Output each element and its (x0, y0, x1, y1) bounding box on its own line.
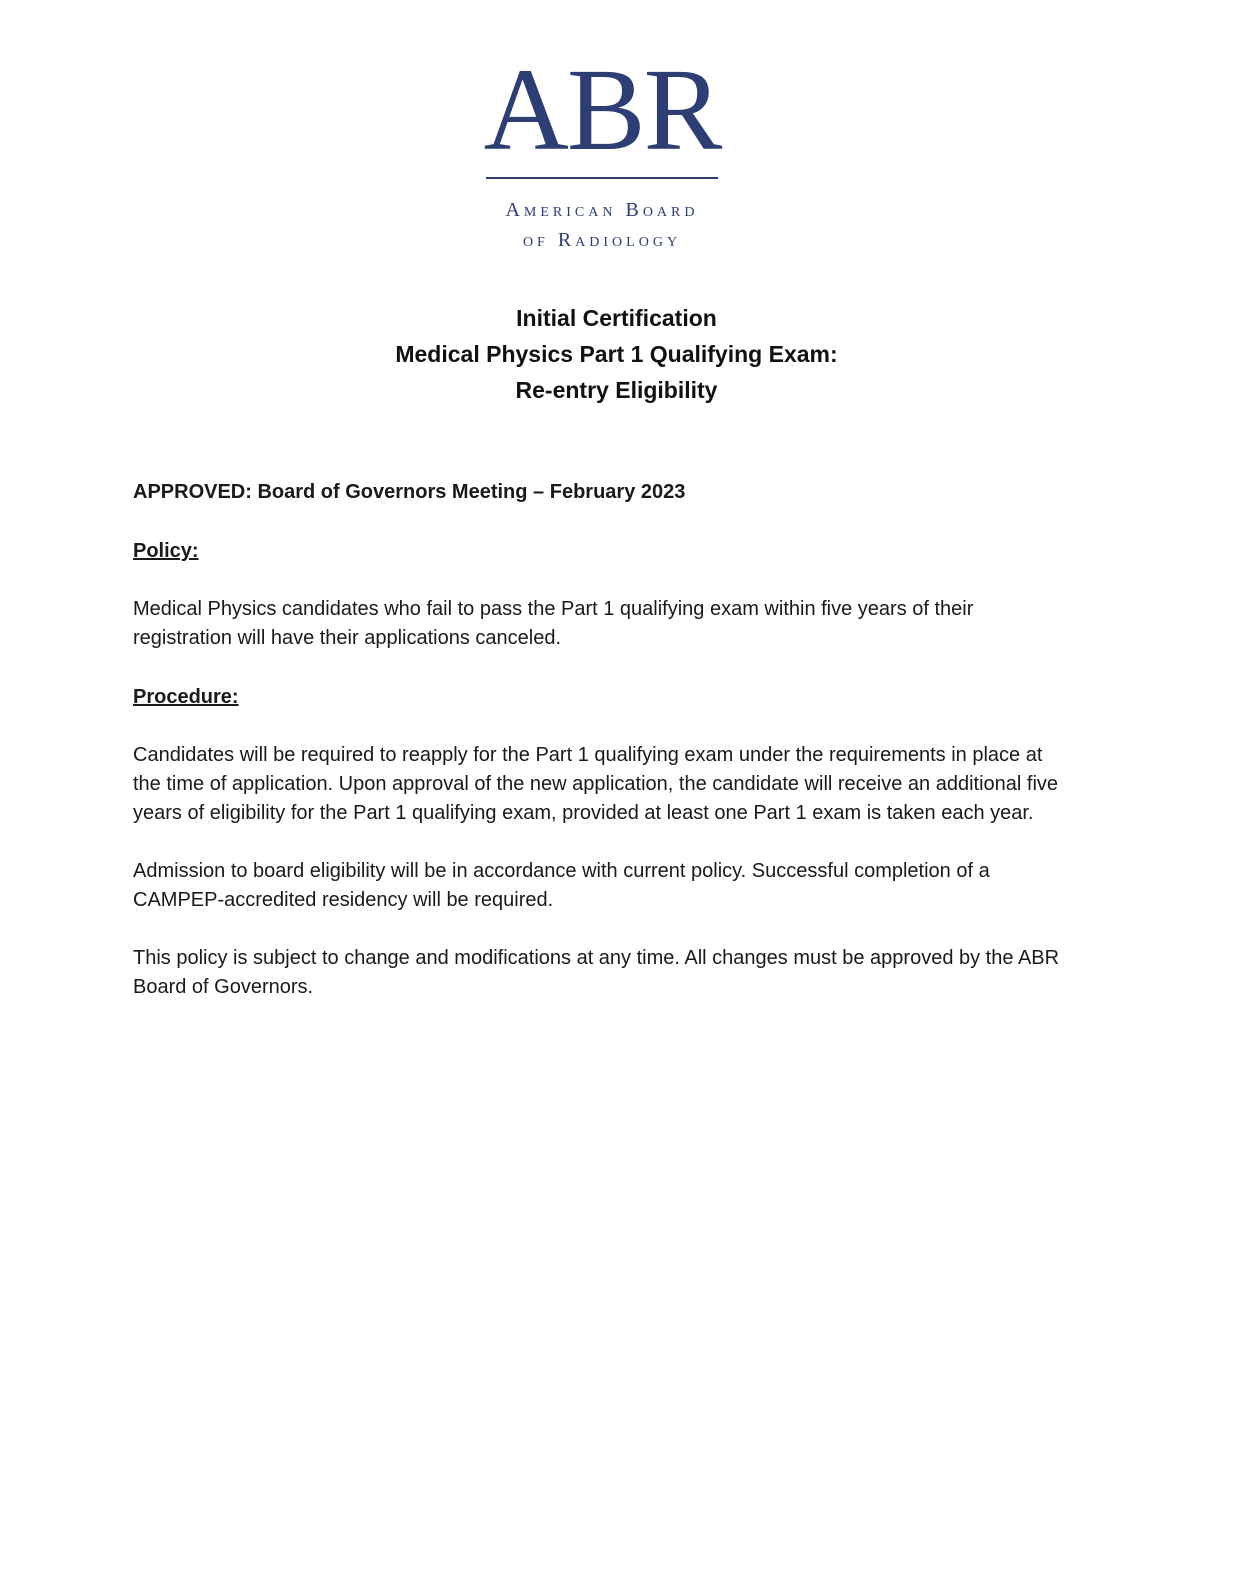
procedure-paragraph-3: This policy is subject to change and modifications at any time. All changes must be approved by the ABR Board of Governors. (133, 947, 1060, 998)
procedure-paragraph-1: Candidates will be required to reapply for the Part 1 qualifying exam under the requirements in place at the time of application. Upon approval of the new application, the candidate will receive an additional five years of eligibility for the Part 1 qualifying exam, provided at least one Part 1 exam is taken each year. (133, 744, 1059, 824)
procedure-heading: Procedure: (133, 686, 239, 708)
title-line-2: Medical Physics Part 1 Qualifying Exam: (395, 341, 838, 367)
logo-mark: ABR (483, 44, 721, 175)
document-title (0, 300, 1233, 408)
logo-divider (486, 177, 718, 179)
logo-line-2: of Radiology (522, 229, 682, 251)
procedure-paragraph-2: Admission to board eligibility will be in accordance with current policy. Successful completion of a CAMPEP-accredited residency will be required. (133, 860, 990, 911)
document-body (133, 478, 1073, 1002)
approval-line: APPROVED: Board of Governors Meeting – February 2023 (133, 481, 686, 503)
abr-logo (470, 44, 734, 255)
title-line-3: Re-entry Eligibility (515, 377, 718, 403)
title-line-1: Initial Certification (516, 305, 717, 331)
policy-text: Medical Physics candidates who fail to pass the Part 1 qualifying exam within five years of their registration will have their applications canceled. (133, 598, 974, 649)
logo-line-1: American Board (505, 199, 699, 221)
policy-heading: Policy: (133, 540, 199, 562)
